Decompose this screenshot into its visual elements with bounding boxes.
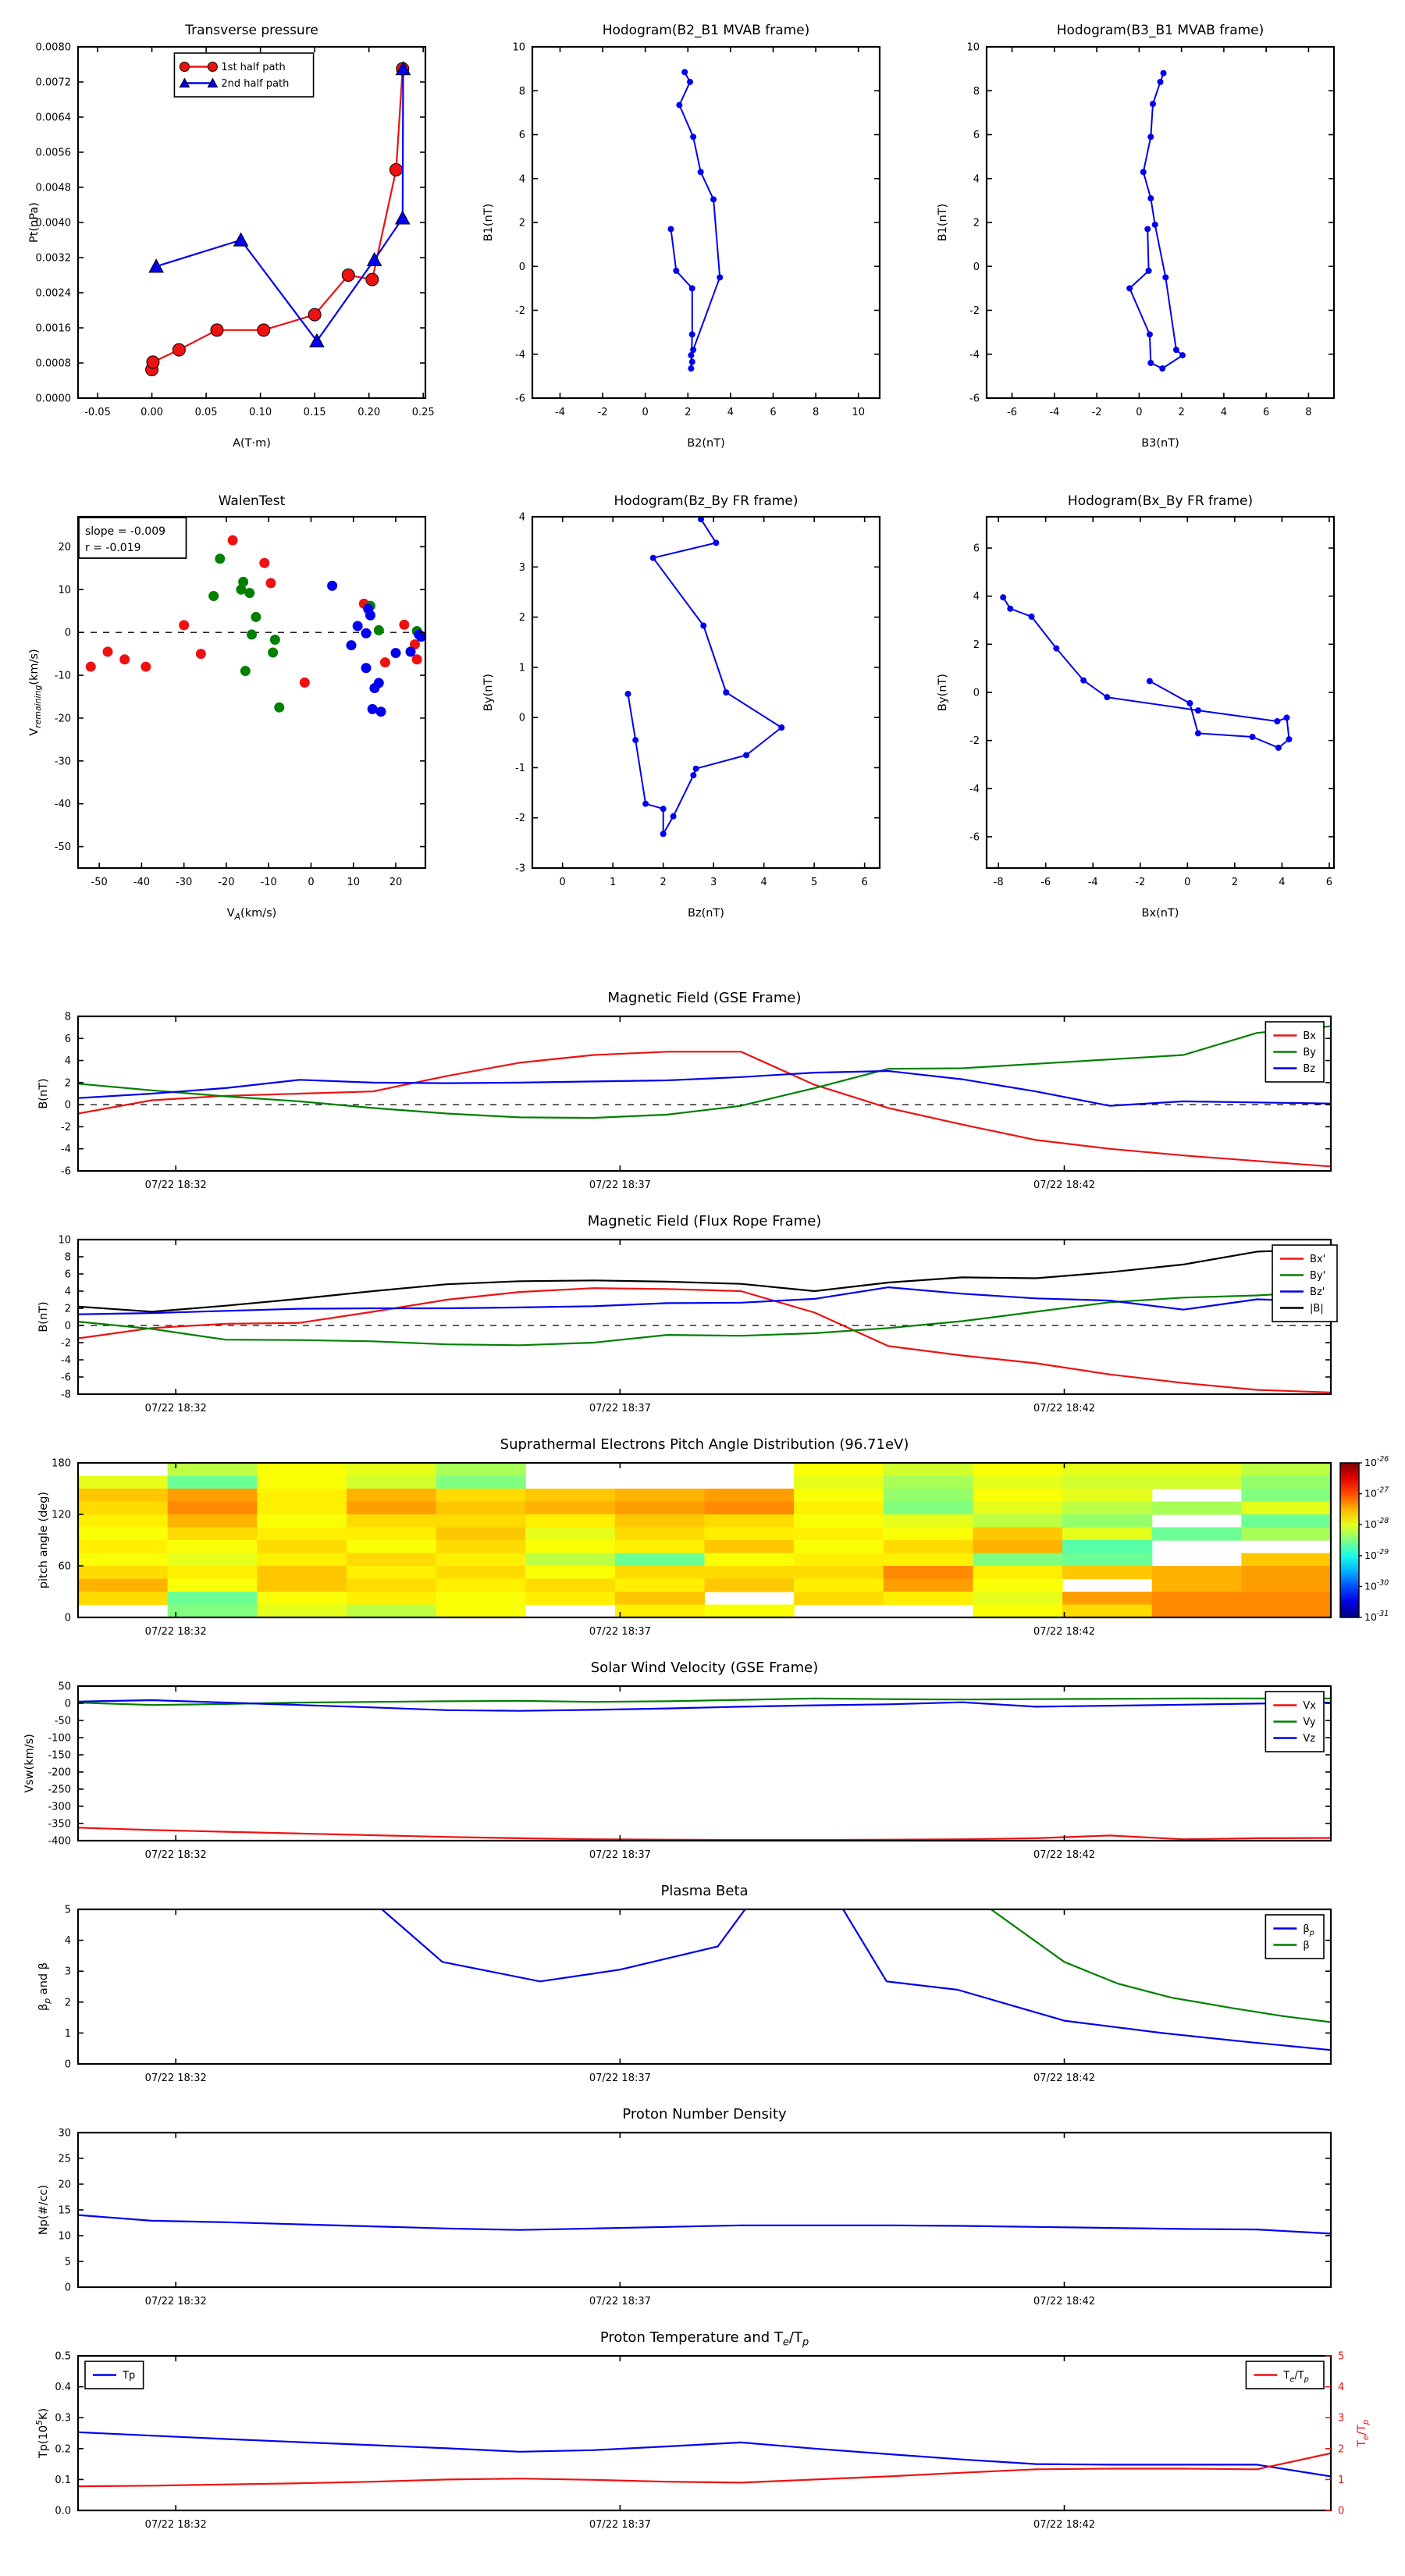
svg-text:B(nT): B(nT) — [37, 1078, 50, 1109]
svg-text:-3: -3 — [515, 863, 525, 875]
chart-canvas-hodogram-b2-b1 — [478, 12, 932, 467]
svg-text:10: 10 — [966, 41, 980, 54]
svg-text:-4: -4 — [969, 349, 980, 361]
svg-text:-350: -350 — [48, 1818, 71, 1831]
svg-text:4: 4 — [518, 511, 525, 524]
svg-text:1: 1 — [518, 662, 525, 674]
svg-text:-6: -6 — [1040, 877, 1051, 888]
svg-text:VA(km/s): $V_A(km/s)$ — [226, 907, 277, 922]
svg-text:0.00: 0.00 — [140, 407, 164, 418]
svg-text:15: 15 — [58, 2204, 71, 2217]
svg-text:4: 4 — [1220, 407, 1228, 418]
svg-text:8: 8 — [812, 407, 820, 418]
svg-text:0: 0 — [518, 261, 525, 273]
svg-text:-6: -6 — [969, 393, 980, 405]
svg-text:0: 0 — [308, 877, 315, 888]
chart-canvas-magnetic-field-gse — [23, 984, 1405, 1207]
svg-text:-40: -40 — [54, 799, 71, 811]
svg-text:0: 0 — [64, 1320, 71, 1332]
svg-text:8: 8 — [64, 1011, 71, 1023]
chart-title-hodogram-bz-by: Hodogram(Bz_By FR frame) — [614, 493, 799, 509]
svg-text:2: 2 — [973, 639, 980, 651]
svg-text:1: 1 — [1338, 2474, 1345, 2486]
svg-text:-6: -6 — [61, 1372, 71, 1384]
svg-text:07/22 18:42: 07/22 18:42 — [1033, 1403, 1096, 1414]
svg-text:0: 0 — [64, 2282, 71, 2294]
svg-text:07/22 18:37: 07/22 18:37 — [589, 1849, 651, 1861]
svg-text:pitch angle (deg): pitch angle (deg) — [37, 1491, 50, 1589]
svg-text:Bx: Bx — [1303, 1030, 1316, 1042]
chart-title-solar-wind-velocity: Solar Wind Velocity (GSE Frame) — [590, 1660, 819, 1676]
panel-walen-test — [23, 468, 478, 952]
svg-text:0: 0 — [64, 1099, 71, 1112]
svg-text:Bz': Bz' — [1310, 1286, 1325, 1298]
svg-text:-2: -2 — [969, 305, 980, 317]
panel-proton-temperature — [23, 2323, 1405, 2546]
svg-text:0.0008: 0.0008 — [35, 358, 71, 370]
svg-text:07/22 18:42: 07/22 18:42 — [1033, 2296, 1096, 2307]
svg-text:4: 4 — [518, 173, 525, 186]
svg-text:-2: -2 — [1091, 407, 1102, 418]
svg-text:07/22 18:42: 07/22 18:42 — [1033, 2519, 1096, 2531]
chart-canvas-transverse-pressure — [23, 12, 478, 467]
svg-text:By(nT): By(nT) — [937, 674, 949, 711]
svg-text:-6: -6 — [1007, 407, 1018, 418]
svg-text:2: 2 — [1338, 2443, 1345, 2456]
svg-text:30: 30 — [58, 2127, 71, 2140]
svg-text:50: 50 — [58, 1681, 71, 1693]
svg-text:6: 6 — [64, 1033, 71, 1045]
svg-text:0.0080: 0.0080 — [35, 41, 71, 54]
svg-text:2: 2 — [64, 1303, 71, 1315]
svg-text:6: 6 — [64, 1268, 71, 1281]
svg-text:0.1: 0.1 — [55, 2474, 71, 2486]
svg-text:20: 20 — [389, 877, 403, 888]
svg-text:2: 2 — [518, 612, 525, 624]
svg-text:-8: -8 — [993, 877, 1004, 888]
chart-canvas-magnetic-field-flux-rope — [23, 1207, 1405, 1430]
svg-text:0.3: 0.3 — [55, 2412, 71, 2425]
svg-text:6: 6 — [518, 130, 525, 141]
svg-text:|B|: |B| — [1310, 1302, 1324, 1315]
svg-text:-4: -4 — [969, 783, 980, 795]
svg-text:25: 25 — [58, 2153, 71, 2165]
svg-text:0.0064: 0.0064 — [35, 112, 71, 124]
chart-title-proton-temperature: Proton Temperature and $T_e/T_p$ — [599, 2329, 809, 2349]
svg-text:4: 4 — [1279, 877, 1286, 888]
svg-text:-50: -50 — [91, 877, 108, 888]
svg-text:20: 20 — [58, 541, 71, 553]
svg-text:1: 1 — [610, 877, 617, 888]
svg-text:07/22 18:37: 07/22 18:37 — [589, 1403, 651, 1414]
svg-text:07/22 18:37: 07/22 18:37 — [589, 2073, 651, 2084]
chart-title-hodogram-b3-b1: Hodogram(B3_B1 MVAB frame) — [1056, 23, 1264, 38]
svg-text:Bx(nT): Bx(nT) — [1141, 907, 1179, 920]
svg-text:-4: -4 — [61, 1144, 71, 1156]
svg-text:-40: -40 — [133, 877, 151, 888]
svg-text:Vy: Vy — [1303, 1716, 1316, 1728]
svg-text:2: 2 — [685, 407, 692, 418]
svg-text:07/22 18:37: 07/22 18:37 — [589, 1179, 651, 1191]
panel-hodogram-b2-b1 — [478, 12, 932, 467]
svg-text:6: 6 — [973, 130, 980, 141]
svg-text:0.0072: 0.0072 — [35, 76, 71, 89]
chart-title-hodogram-b2-b1: Hodogram(B2_B1 MVAB frame) — [602, 23, 810, 38]
svg-text:180: 180 — [52, 1457, 71, 1470]
svg-text:0.10: 0.10 — [249, 407, 272, 418]
svg-text:-4: -4 — [1049, 407, 1060, 418]
svg-text:0.0016: 0.0016 — [35, 322, 71, 335]
svg-text:0.0032: 0.0032 — [35, 252, 71, 265]
svg-text:-8: -8 — [61, 1389, 71, 1401]
svg-text:2: 2 — [1178, 407, 1185, 418]
svg-text:5: 5 — [64, 1904, 71, 1916]
chart-canvas-walen-test — [23, 468, 478, 952]
svg-text:0.0000: 0.0000 — [35, 393, 71, 405]
svg-text:0.25: 0.25 — [411, 407, 435, 418]
svg-text:07/22 18:32: 07/22 18:32 — [144, 1403, 207, 1414]
svg-text:-20: -20 — [218, 877, 235, 888]
svg-text:07/22 18:42: 07/22 18:42 — [1033, 1179, 1096, 1191]
svg-text:8: 8 — [64, 1251, 71, 1264]
svg-text:Vsw(km/s): Vsw(km/s) — [23, 1734, 36, 1793]
chart-canvas-solar-wind-velocity — [23, 1653, 1405, 1877]
svg-text:0: 0 — [973, 687, 980, 699]
svg-text:-150: -150 — [48, 1749, 71, 1762]
svg-text:3: 3 — [1338, 2412, 1345, 2425]
svg-text:6: 6 — [1325, 877, 1333, 888]
chart-canvas-proton-number-density — [23, 2100, 1405, 2323]
svg-text:2: 2 — [64, 1077, 71, 1090]
svg-text:-6: -6 — [969, 831, 980, 844]
svg-text:07/22 18:42: 07/22 18:42 — [1033, 1849, 1096, 1861]
svg-text:07/22 18:32: 07/22 18:32 — [144, 1626, 207, 1638]
chart-title-pitch-angle-distribution: Suprathermal Electrons Pitch Angle Distribution (96.71eV) — [500, 1436, 909, 1453]
svg-text:-50: -50 — [54, 841, 71, 854]
svg-text:0.15: 0.15 — [303, 407, 326, 418]
chart-title-hodogram-bx-by: Hodogram(Bx_By FR frame) — [1067, 493, 1254, 509]
svg-text:Bx': Bx' — [1310, 1253, 1326, 1265]
svg-text:-10: -10 — [260, 877, 277, 888]
svg-text:-30: -30 — [176, 877, 193, 888]
svg-text:Np(#/cc): Np(#/cc) — [37, 2184, 50, 2236]
svg-text:0: 0 — [559, 877, 566, 888]
svg-text:2: 2 — [64, 1997, 71, 2009]
svg-text:0: 0 — [64, 1698, 71, 1710]
svg-text:0.2: 0.2 — [55, 2443, 71, 2456]
svg-text:10-31: $10^{-31}$ — [1364, 1610, 1389, 1623]
svg-text:07/22 18:32: 07/22 18:32 — [144, 2519, 207, 2531]
svg-text:-400: -400 — [48, 1835, 71, 1848]
svg-text:Te/Tp: $T_e/T_p$ — [1356, 2419, 1371, 2447]
svg-text:Tp: Tp — [123, 2369, 136, 2382]
svg-text:B3(nT): B3(nT) — [1141, 437, 1179, 450]
svg-text:07/22 18:32: 07/22 18:32 — [144, 2073, 207, 2084]
svg-text:07/22 18:32: 07/22 18:32 — [144, 1849, 207, 1861]
panel-magnetic-field-flux-rope — [23, 1207, 1405, 1430]
svg-text:4: 4 — [1338, 2382, 1345, 2394]
svg-text:07/22 18:37: 07/22 18:37 — [589, 2296, 651, 2307]
svg-text:120: 120 — [52, 1509, 71, 1521]
svg-text:0: 0 — [64, 627, 71, 639]
svg-text:-300: -300 — [48, 1801, 71, 1813]
svg-text:Pt(nPa): Pt(nPa) — [28, 202, 41, 243]
svg-text:-2: -2 — [597, 407, 608, 418]
svg-text:0.5: 0.5 — [55, 2350, 71, 2363]
svg-text:Vx: Vx — [1303, 1699, 1316, 1712]
chart-canvas-hodogram-bz-by — [478, 468, 932, 952]
svg-text:-6: -6 — [515, 393, 525, 405]
svg-text:-4: -4 — [1087, 877, 1098, 888]
svg-text:-2: -2 — [61, 1337, 71, 1350]
svg-text:-200: -200 — [48, 1767, 71, 1779]
svg-text:2: 2 — [1231, 877, 1238, 888]
svg-text:r = -0.019: r = -0.019 — [85, 542, 141, 555]
svg-text:-2: -2 — [969, 735, 980, 748]
svg-text:4: 4 — [973, 591, 980, 603]
svg-text:A(T·m): A(T·m) — [233, 437, 271, 450]
svg-text:2: 2 — [518, 217, 525, 229]
svg-text:-2: -2 — [515, 813, 525, 825]
svg-text:Vz: Vz — [1303, 1732, 1316, 1745]
svg-text:Vremaining(km/s): $V_{remaining}(km/s)$ — [28, 649, 43, 736]
svg-text:10-28: $10^{-28}$ — [1364, 1517, 1389, 1531]
svg-text:07/22 18:32: 07/22 18:32 — [144, 1179, 207, 1191]
svg-text:-10: -10 — [54, 670, 71, 682]
svg-text:5: 5 — [64, 2256, 71, 2268]
svg-text:4: 4 — [760, 877, 767, 888]
svg-text:βp: $\beta_p$ — [1303, 1923, 1314, 1937]
svg-text:Te/Tp: $T_e/T_p$ — [1283, 2369, 1309, 2384]
svg-text:6: 6 — [973, 543, 980, 555]
svg-text:-4: -4 — [61, 1354, 71, 1367]
chart-title-proton-number-density: Proton Number Density — [622, 2106, 787, 2122]
svg-text:2: 2 — [973, 217, 980, 229]
panel-plasma-beta — [23, 1877, 1405, 2100]
svg-text:8: 8 — [1305, 407, 1312, 418]
svg-text:3: 3 — [518, 561, 525, 574]
svg-text:-1: -1 — [515, 762, 525, 774]
panel-hodogram-bx-by — [932, 468, 1405, 952]
svg-text:10-27: $10^{-27}$ — [1364, 1485, 1389, 1500]
svg-text:10-30: $10^{-30}$ — [1364, 1578, 1389, 1592]
svg-text:0.0: 0.0 — [55, 2505, 71, 2517]
svg-text:2: 2 — [660, 877, 667, 888]
svg-text:β: β — [1303, 1939, 1310, 1952]
svg-text:-50: -50 — [54, 1715, 71, 1727]
svg-text:07/22 18:42: 07/22 18:42 — [1033, 1626, 1096, 1638]
panel-transverse-pressure — [23, 12, 478, 467]
svg-text:0: 0 — [1184, 877, 1191, 888]
svg-text:07/22 18:37: 07/22 18:37 — [589, 2519, 651, 2531]
svg-text:2nd half path: 2nd half path — [221, 77, 290, 90]
svg-text:-30: -30 — [54, 756, 71, 768]
svg-text:0: 0 — [973, 261, 980, 273]
chart-canvas-hodogram-b3-b1 — [932, 12, 1405, 467]
svg-text:4: 4 — [64, 1286, 71, 1298]
svg-text:4: 4 — [64, 1055, 71, 1068]
svg-text:07/22 18:37: 07/22 18:37 — [589, 1626, 651, 1638]
chart-title-plasma-beta: Plasma Beta — [660, 1883, 749, 1899]
chart-title-transverse-pressure: Transverse pressure — [185, 23, 318, 38]
svg-text:B1(nT): B1(nT) — [937, 203, 949, 242]
svg-text:10-26: $10^{-26}$ — [1364, 1455, 1389, 1468]
svg-text:0: 0 — [64, 1612, 71, 1624]
svg-text:0: 0 — [642, 407, 649, 418]
svg-text:10: 10 — [58, 2230, 71, 2243]
svg-text:-20: -20 — [54, 713, 71, 725]
svg-text:10: 10 — [852, 407, 865, 418]
svg-text:-2: -2 — [61, 1121, 71, 1133]
chart-canvas-pitch-angle-distribution — [23, 1430, 1405, 1653]
svg-text:4: 4 — [64, 1935, 71, 1948]
chart-canvas-proton-temperature — [23, 2323, 1405, 2546]
svg-text:B1(nT): B1(nT) — [482, 203, 495, 242]
svg-text:B(nT): B(nT) — [37, 1301, 50, 1332]
svg-text:βp and β: $\beta_p$ and β — [37, 1962, 52, 2011]
svg-text:1: 1 — [64, 2027, 71, 2040]
svg-text:8: 8 — [973, 85, 980, 98]
chart-title-magnetic-field-gse: Magnetic Field (GSE Frame) — [607, 990, 802, 1006]
svg-text:Bz(nT): Bz(nT) — [688, 907, 724, 920]
panel-hodogram-bz-by — [478, 468, 932, 952]
svg-text:10-29: $10^{-29}$ — [1364, 1547, 1389, 1561]
svg-text:0.0040: 0.0040 — [35, 217, 71, 229]
svg-text:Bz: Bz — [1303, 1062, 1316, 1075]
panel-solar-wind-velocity — [23, 1653, 1405, 1877]
svg-text:4: 4 — [973, 173, 980, 186]
svg-text:6: 6 — [770, 407, 777, 418]
chart-title-walen-test: WalenTest — [218, 493, 286, 509]
svg-text:-0.05: -0.05 — [84, 407, 111, 418]
svg-text:0: 0 — [64, 2058, 71, 2071]
svg-text:60: 60 — [58, 1560, 71, 1573]
svg-text:slope = -0.009: slope = -0.009 — [85, 525, 166, 539]
svg-text:5: 5 — [1338, 2350, 1345, 2363]
svg-text:5: 5 — [811, 877, 818, 888]
svg-text:B2(nT): B2(nT) — [687, 437, 725, 450]
svg-text:0.20: 0.20 — [357, 407, 381, 418]
svg-text:3: 3 — [64, 1966, 71, 1978]
panel-hodogram-b3-b1 — [932, 12, 1405, 467]
svg-text:10: 10 — [58, 1234, 71, 1247]
panel-magnetic-field-gse — [23, 984, 1405, 1207]
svg-text:-6: -6 — [61, 1165, 71, 1178]
svg-text:10: 10 — [58, 584, 71, 596]
svg-text:-2: -2 — [1135, 877, 1146, 888]
svg-text:0: 0 — [518, 712, 525, 724]
svg-text:07/22 18:32: 07/22 18:32 — [144, 2296, 207, 2307]
svg-text:-100: -100 — [48, 1732, 71, 1745]
svg-text:6: 6 — [861, 877, 868, 888]
svg-text:0.0056: 0.0056 — [35, 147, 71, 159]
panel-pitch-angle-distribution — [23, 1430, 1405, 1653]
svg-text:-4: -4 — [515, 349, 525, 361]
svg-text:By: By — [1303, 1046, 1316, 1059]
svg-text:-4: -4 — [555, 407, 565, 418]
svg-text:0: 0 — [1338, 2505, 1345, 2517]
svg-text:10: 10 — [512, 41, 525, 54]
svg-text:07/22 18:42: 07/22 18:42 — [1033, 2073, 1096, 2084]
svg-text:By(nT): By(nT) — [482, 674, 495, 711]
svg-text:0.4: 0.4 — [55, 2382, 71, 2394]
svg-text:1st half path: 1st half path — [221, 61, 286, 73]
svg-text:-2: -2 — [515, 305, 525, 317]
svg-text:20: 20 — [58, 2179, 71, 2191]
svg-text:0.05: 0.05 — [194, 407, 218, 418]
svg-text:Tp(105K): $Tp(10^5K)$ — [34, 2407, 50, 2459]
svg-text:-250: -250 — [48, 1784, 71, 1796]
svg-text:0.0024: 0.0024 — [35, 287, 71, 300]
svg-text:6: 6 — [1263, 407, 1270, 418]
svg-text:0.0048: 0.0048 — [35, 182, 71, 194]
panel-proton-number-density — [23, 2100, 1405, 2323]
svg-text:3: 3 — [710, 877, 717, 888]
chart-canvas-plasma-beta — [23, 1877, 1405, 2100]
chart-title-magnetic-field-flux-rope: Magnetic Field (Flux Rope Frame) — [587, 1213, 822, 1229]
chart-canvas-hodogram-bx-by — [932, 468, 1405, 952]
svg-text:10: 10 — [347, 877, 361, 888]
svg-text:By': By' — [1310, 1269, 1326, 1282]
svg-text:8: 8 — [518, 85, 525, 98]
svg-text:0: 0 — [1136, 407, 1143, 418]
svg-text:4: 4 — [727, 407, 735, 418]
